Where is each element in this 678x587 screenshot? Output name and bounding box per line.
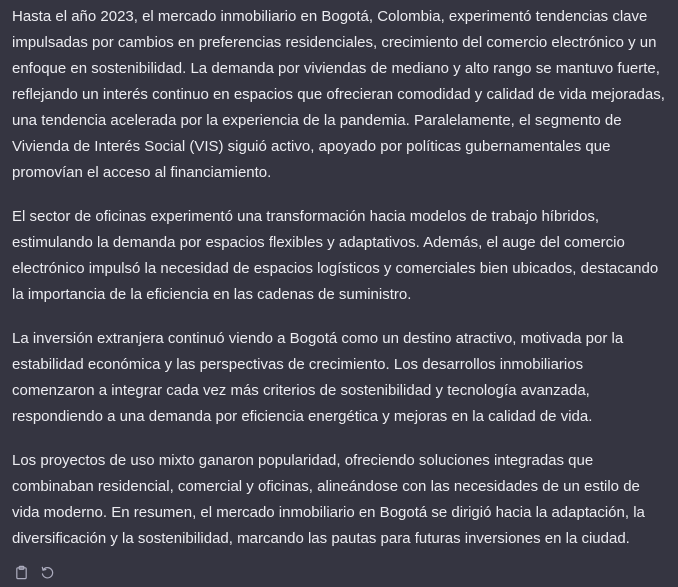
regenerate-icon [40, 565, 55, 580]
clipboard-icon [14, 565, 29, 580]
response-paragraph-3: La inversión extranjera continuó viendo a Bogotá como un destino atractivo, motivada por la estabilidad económica y las perspectivas de crecimiento. Los desarrollos inmobiliarios comenzaron a integrar cada vez más criterios de sostenibilidad y tecnología avanzada, respondiendo a una demanda por eficiencia energética y mejoras en la calidad de vida. [12, 330, 624, 425]
copy-button[interactable] [12, 563, 30, 581]
response-paragraph-1: Hasta el año 2023, el mercado inmobiliario en Bogotá, Colombia, experimentó tendencias clave impulsadas por cambios en preferencias residenciales, crecimiento del comercio electrónico y un enfoque en sostenibilidad. La demanda por viviendas de mediano y alto rango se mantuvo fuerte, reflejando un interés continuo en espacios que ofrecieran comodidad y calidad de vida mejoradas, una tendencia acelerada por la experiencia de la pandemia. Paralelamente, el segmento de Vivienda de Interés Social (VIS) siguió activo, apoyado por políticas gubernamentales que promovían el acceso al financiamiento. [12, 8, 665, 181]
regenerate-button[interactable] [38, 563, 56, 581]
response-actions [12, 563, 56, 581]
response-paragraph-4: Los proyectos de uso mixto ganaron popularidad, ofreciendo soluciones integradas que combinaban residencial, comercial y oficinas, alineándose con las necesidades de un estilo de vida moderno. En resumen, el mercado inmobiliario en Bogotá se dirigió hacia la adaptación, la diversificación y la sostenibilidad, marcando las pautas para futuras inversiones en la ciudad. [12, 452, 645, 547]
response-paragraph-2: El sector de oficinas experimentó una transformación hacia modelos de trabajo híbridos, estimulando la demanda por espacios flexibles y adaptativos. Además, el auge del comercio electrónico impulsó la necesidad de espacios logísticos y comerciales bien ubicados, destacando la importancia de la eficiencia en las cadenas de suministro. [12, 208, 659, 303]
